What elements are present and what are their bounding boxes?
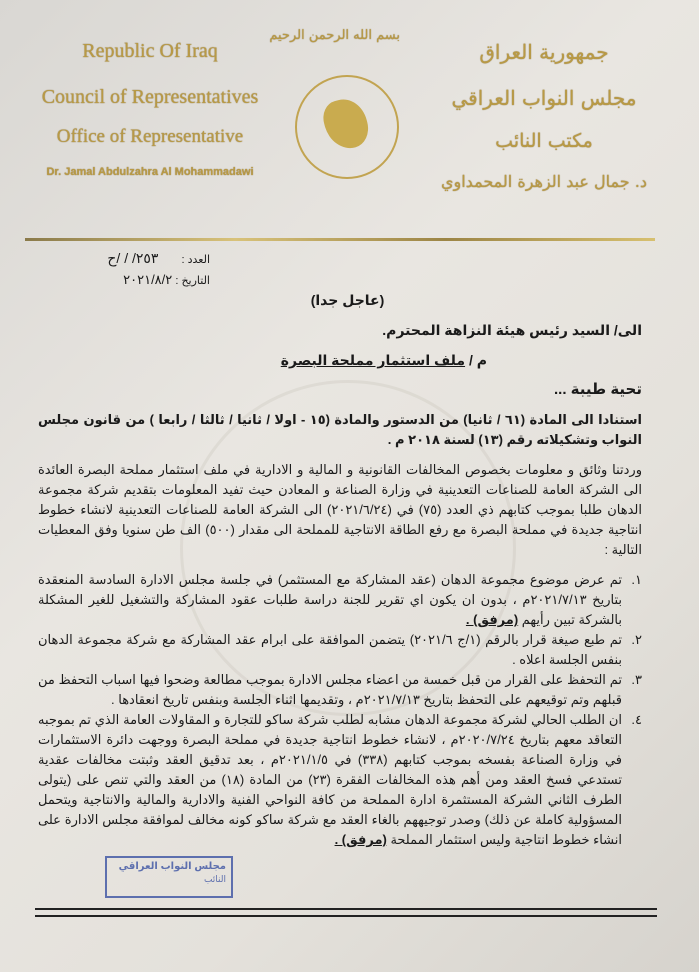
letterhead-ar-council: مجلس النواب العراقي — [451, 86, 637, 110]
paragraph-background: وردتنا وثائق و معلومات بخصوص المخالفات القانونية و المالية و الادارية في ملف استثمار مملحة البصرة العائدة الى الشركة العامة للصناعات التعدينية في وزارة الصناعة و المعادن حيث تفيد المعلومات بتقديم شركة مجموعة الدهان طلبا بموجب كتابهم ذي العدد (٧٥) في (٢٠٢١/٦/٢٤) الى الشركة العامة للصناعات التعدينية لانشاء خطوط انتاجية جديدة في مملحة البصرة مع رفع الطاقة الانتاجية للمملحة الى مقدار (٥٠٠) الف طن سنويا وفق المعطيات التالية : — [38, 462, 642, 557]
item-text: تم التحفظ على القرار من قبل خمسة من اعضاء مجلس الادارة بموجب مطالعة وضحوا فيها اسباب التحفظ من قبلهم وتم توقيعهم على التحفظ بتاريخ ٢٠٢١/٧/١٣م ، وتقديمها اثناء الجلسة وبنفس تاريخ انعقادها . — [38, 672, 622, 707]
letterhead-en-office: Office of Representative — [56, 126, 244, 147]
number-value: ٢٥٣/ / /ح — [107, 250, 159, 266]
letterhead-ar-name: د. جمال عبد الزهرة المحمداوي — [440, 172, 647, 191]
item-text: ان الطلب الحالي لشركة مجموعة الدهان مشابه لطلب شركة ساكو للتجارة و المقاولات العامة الذي تم بموجبه التعاقد معهم بتاريخ ٢٠٢٠/٧/٢٤م ، لانشاء خطوط انتاجية جديدة في مملحة البصرة ووجهت دائرة الاستثمارات في وزارة الصناعة بفسخه بموجب كتابهم (٣٣٨) في ٢٠٢١/١/٥م ، بعد تدقيق العقد وثبتت مخالفات عقدية تستدعي فسخ العقد ومن أهم هذه المخالفات الفقرة (٢٣) من المادة (١٨) من العقد والتي تنص على (يتولى الطرف الثاني الشركة المستثمرة ادارة المملحة من كافة النواحي الفنية والادارية والمالية والانتاجية ويتحمل المسؤولية كاملة عن ذلك) وصدر توجيههم بالغاء العقد مع شركة ساكو كونه مخالف لموافقة مجلس الادارة على انشاء خطوط انتاجية وليس استثمار المملحة — [38, 712, 622, 847]
list-item — [38, 570, 642, 630]
attachment-label: (مرفق) . — [465, 612, 519, 627]
letterhead-en-name: Dr. Jamal Abdulzahra Al Mohammadawi — [46, 166, 254, 178]
office-stamp — [105, 856, 233, 898]
paragraph-legal-basis: استنادا الى المادة (٦١ / ثانيا) من الدستور والمادة (١٥ - اولا / ثانيا / ثالثا / رابعا ) من قانون مجلس النواب وتشكيلاته رقم (١٣) لسنة ٢٠١٨ م . — [38, 412, 643, 447]
stamp-subtitle: النائب — [203, 874, 226, 884]
list-item — [38, 670, 642, 710]
list-item — [38, 710, 642, 850]
letterhead-ar-office: مكتب النائب — [495, 130, 593, 152]
basmala: بسم الله الرحمن الرحيم — [269, 28, 400, 43]
letterhead-ar-country: جمهورية العراق — [479, 40, 609, 64]
item-number: ٢. — [631, 632, 642, 647]
item-text: تم عرض موضوع مجموعة الدهان (عقد المشاركة مع المستثمر) في جلسة مجلس الادارة السادسة المنعقدة بتاريخ ٢٠٢١/٧/١٣م ، بدون ان يكون اي تقرير للجنة دراسة طلبات عقود المشاركة والتشغيل للغير المشكلة بالشركة تبين رأيهم — [38, 572, 622, 627]
footer-double-line — [35, 908, 657, 917]
subject-text: ملف استثمار مملحة البصرة — [280, 352, 466, 368]
stamp-title: مجلس النواب العراقي — [118, 861, 226, 872]
date-label: التاريخ : — [175, 275, 210, 287]
item-number: ٤. — [631, 712, 642, 727]
attachment-label: (مرفق) . — [334, 832, 387, 847]
item-text: تم طبع صيغة قرار بالرقم (١/ج ٢٠٢١/٦) يتضمن الموافقة على ابرام عقد المشاركة مع شركة مجموعة الدهان بنفس الجلسة اعلاه . — [38, 632, 623, 667]
date-value: ٢٠٢١/٨/٢ — [123, 272, 173, 287]
subject-line — [38, 350, 657, 370]
list-item — [38, 630, 642, 670]
item-number: ٣. — [631, 672, 642, 687]
item-number: ١. — [631, 572, 642, 587]
number-label: العدد : — [181, 254, 210, 266]
greeting: تحية طيبة ... — [554, 381, 642, 398]
findings-list — [38, 570, 657, 850]
letterhead-en-council: Council of Representatives — [41, 86, 259, 108]
letterhead-en-country: Republic Of Iraq — [82, 40, 218, 62]
urgency-label: (عاجل جدا) — [310, 292, 385, 308]
subject-prefix: م / — [465, 352, 487, 368]
recipient: الى/ السيد رئيس هيئة النزاهة المحترم. — [382, 322, 642, 338]
